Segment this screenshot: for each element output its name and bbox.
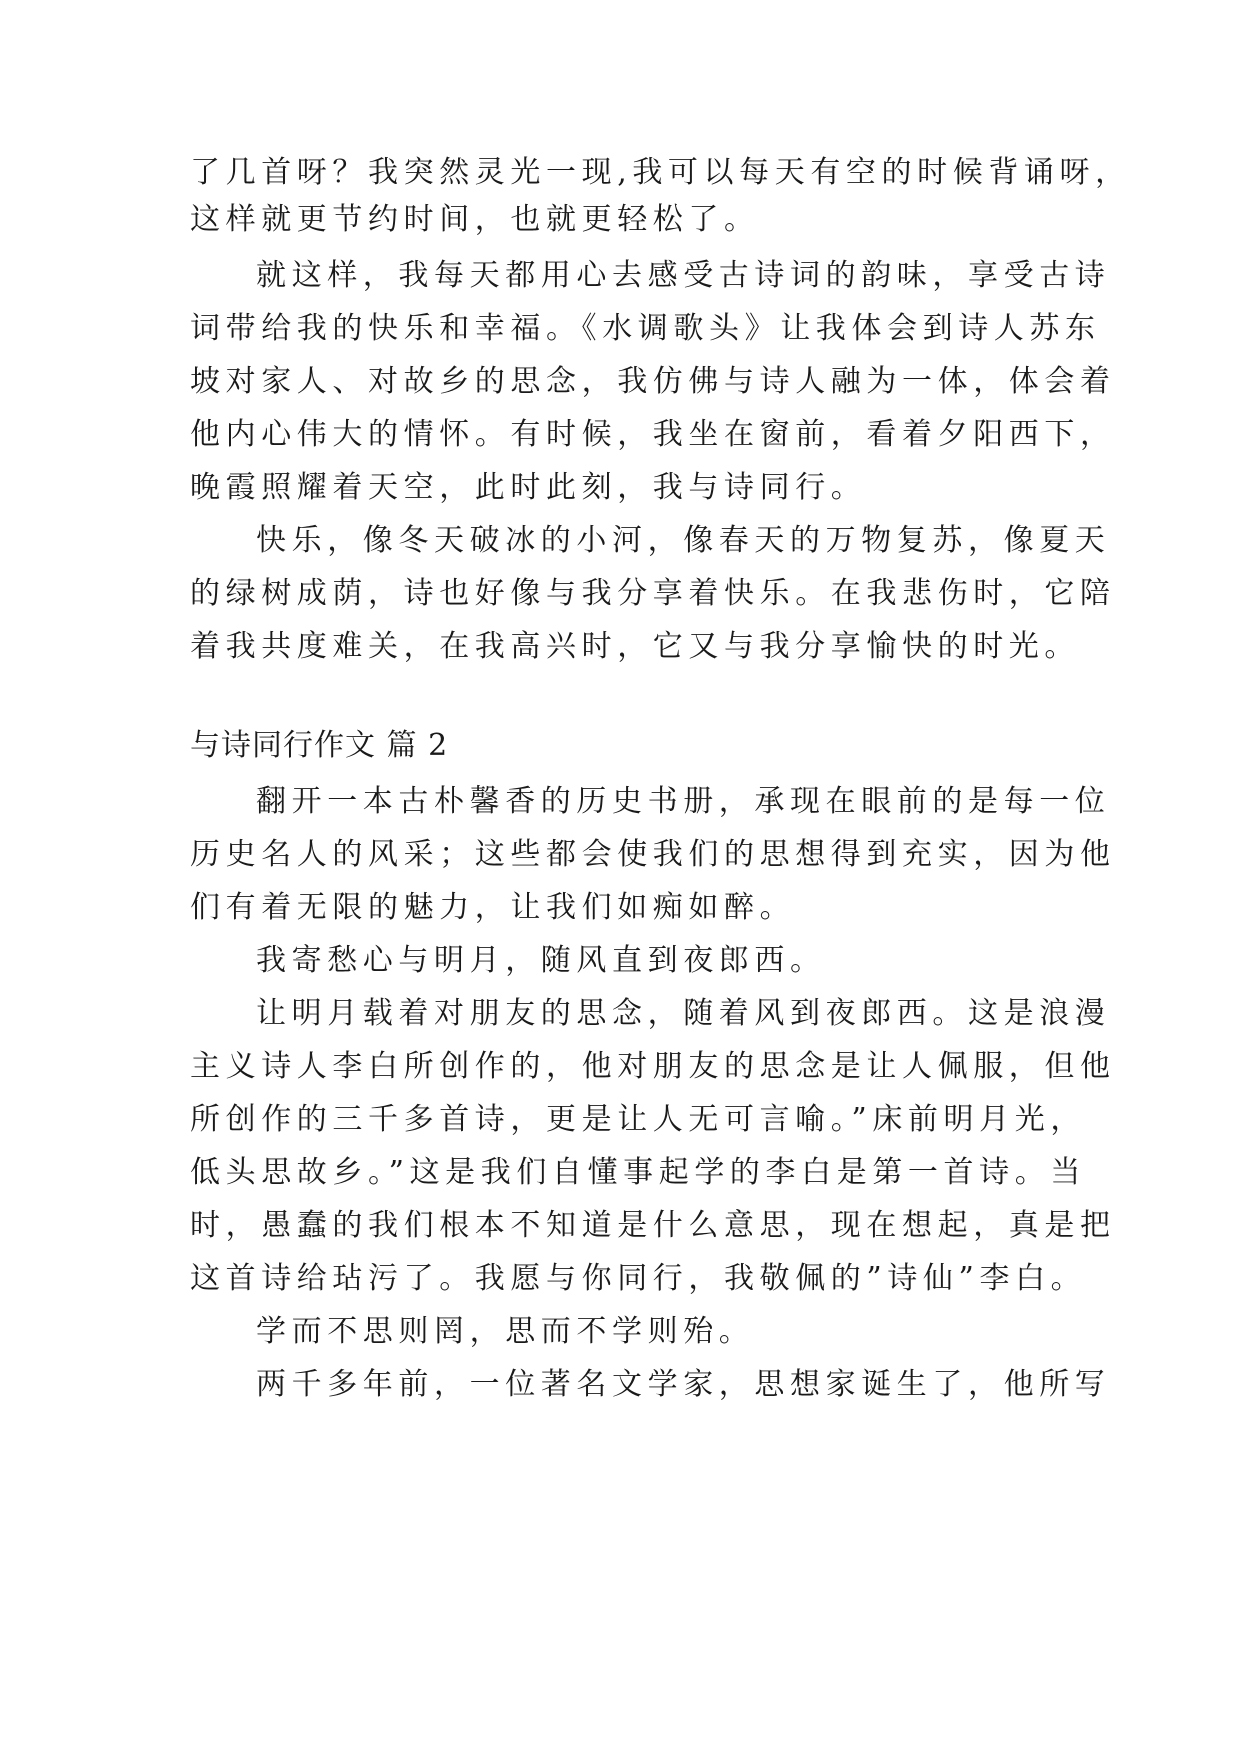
- text-line: 主义诗人李白所创作的，他对朋友的思念是让人佩服，但他: [190, 1049, 1116, 1084]
- text-line: 了几首呀？我突然灵光一现,我可以每天有空的时候背诵呀，: [190, 155, 1131, 190]
- text-line: 时，愚蠢的我们根本不知道是什么意思，现在想起，真是把: [190, 1208, 1116, 1243]
- text-line: 他内心伟大的情怀。有时候，我坐在窗前，看着夕阳西下，: [190, 417, 1116, 452]
- text-line: 两千多年前，一位著名文学家，思想家诞生了，他所写: [256, 1367, 1111, 1402]
- text-line: 所创作的三千多首诗，更是让人无可言喻。”床前明月光，: [190, 1102, 1086, 1137]
- text-line: 让明月载着对朋友的思念，随着风到夜郎西。这是浪漫: [256, 996, 1111, 1031]
- text-line: 我寄愁心与明月，随风直到夜郎西。: [256, 943, 826, 978]
- text-line: 翻开一本古朴馨香的历史书册，承现在眼前的是每一位: [256, 784, 1111, 819]
- text-line: 就这样，我每天都用心去感受古诗词的韵味，享受古诗: [256, 258, 1111, 293]
- text-line: 学而不思则罔，思而不学则殆。: [256, 1314, 755, 1349]
- text-line: 这样就更节约时间，也就更轻松了。: [190, 202, 760, 237]
- text-line: 的绿树成荫，诗也好像与我分享着快乐。在我悲伤时，它陪: [190, 576, 1116, 611]
- text-line: 快乐，像冬天破冰的小河，像春天的万物复苏，像夏天: [256, 523, 1111, 558]
- text-line: 着我共度难关，在我高兴时，它又与我分享愉快的时光。: [190, 629, 1080, 664]
- text-line: 低头思故乡。”这是我们自懂事起学的李白是第一首诗。当: [190, 1155, 1086, 1190]
- text-line: 们有着无限的魅力，让我们如痴如醉。: [190, 890, 796, 925]
- text-line: 坡对家人、对故乡的思念，我仿佛与诗人融为一体，体会着: [190, 364, 1116, 399]
- section-heading: 与诗同行作文 篇 2: [190, 728, 449, 763]
- text-line: 这首诗给玷污了。我愿与你同行，我敬佩的”诗仙”李白。: [190, 1261, 1087, 1296]
- text-line: 词带给我的快乐和幸福。《水调歌头》让我体会到诗人苏东: [190, 311, 1101, 346]
- text-line: 历史名人的风采；这些都会使我们的思想得到充实，因为他: [190, 837, 1116, 872]
- text-line: 晚霞照耀着天空，此时此刻，我与诗同行。: [190, 470, 867, 505]
